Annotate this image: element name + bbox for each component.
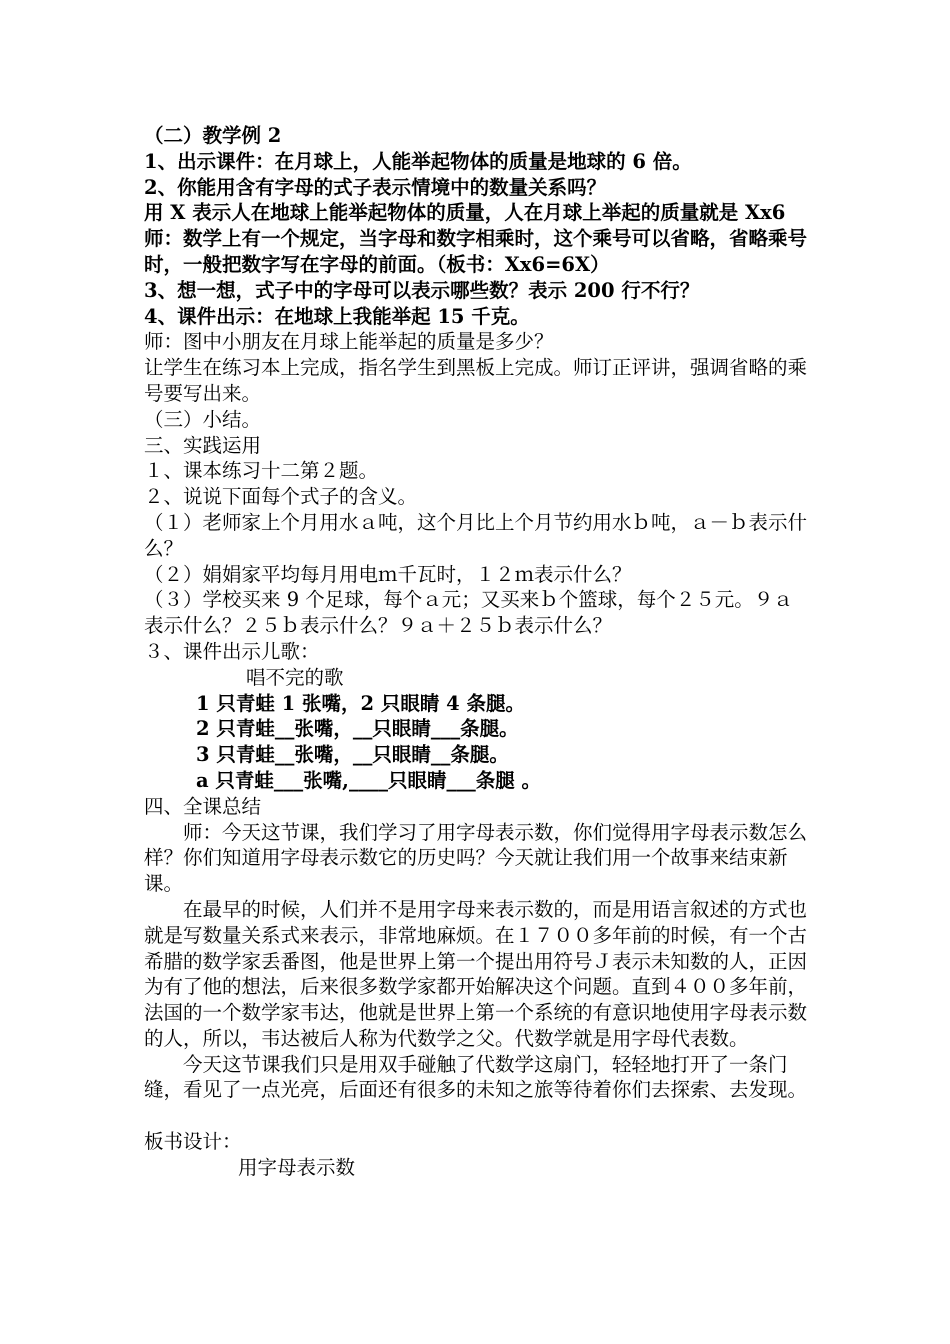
practice-item-3: ３、课件出示儿歌： xyxy=(144,639,320,663)
song-title: 唱不完的歌 xyxy=(246,665,344,689)
spacer xyxy=(144,1103,810,1129)
step-3: 3、想一想，式子中的字母可以表示哪些数？表示 200 行不行？ xyxy=(144,278,700,302)
paragraph-teacher-rule: 师：数学上有一个规定，当字母和数字相乘时，这个乘号可以省略，省略乘号时，一般把数字写在字母的前面。（板书：Xx6=6X） xyxy=(144,227,808,276)
step-4: 4、课件出示：在地球上我能举起 15 千克。 xyxy=(144,304,530,328)
song-line-2: 2 只青蛙__张嘴，__只眼睛___条腿。 xyxy=(196,717,519,741)
paragraph-conclusion-1: 师：今天这节课，我们学习了用字母表示数，你们觉得用字母表示数怎么样？你们知道用字母表示数它的历史吗？今天就让我们用一个故事来结束新课。 xyxy=(144,820,808,896)
section-heading-practice: 三、实践运用 xyxy=(144,433,262,457)
paragraph-history: 在最早的时候，人们并不是用字母来表示数的，而是用语言叙述的方式也就是写数量关系式来表示，非常地麻烦。在１７００多年前的时候，有一个古希腊的数学家丢番图，他是世界上第一个提出用符号Ｊ表示未知数的人，正因为有了他的想法，后来很多数学家都开始解决这个问题。直到４００多年前，法国的一个数学家韦达，他就是世界上第一个系统的有意识地使用字母表示数的人，所以，韦达被后人称为代数学之父。代数学就是用字母代表数。 xyxy=(144,897,808,1050)
song-line-4: a 只青蛙___张嘴,____只眼睛___条腿 。 xyxy=(196,768,542,792)
song-line-1: 1 只青蛙 1 张嘴，2 只眼睛 4 条腿。 xyxy=(196,691,526,715)
document-body xyxy=(144,123,810,1181)
teacher-question: 师：图中小朋友在月球上能举起的质量是多少？ xyxy=(144,330,554,354)
step-1: 1、出示课件：在月球上，人能举起物体的质量是地球的 6 倍。 xyxy=(144,149,692,173)
practice-sub-3: （３）学校买来 9 个足球，每个ａ元；又买来ｂ个篮球，每个２５元。９ａ表示什么？２５ｂ表示什么？９ａ＋２５ｂ表示什么？ xyxy=(144,588,793,638)
paragraph-practice: 让学生在练习本上完成，指名学生到黑板上完成。师订正评讲，强调省略的乘号要写出来。 xyxy=(144,356,808,405)
practice-item-1: １、课本练习十二第２题。 xyxy=(144,459,379,483)
song-line-3: 3 只青蛙__张嘴，__只眼睛__条腿。 xyxy=(196,743,509,767)
section-heading-summary: （三）小结。 xyxy=(144,407,262,431)
board-design-title: 用字母表示数 xyxy=(238,1155,356,1179)
paragraph-x-notation: 用 X 表示人在地球上能举起物体的质量，人在月球上举起的质量就是 Xx6 xyxy=(144,201,786,225)
step-2: 2、你能用含有字母的式子表示情境中的数量关系吗？ xyxy=(144,175,607,199)
section-heading-example-2: （二）教学例 2 xyxy=(144,124,282,147)
paragraph-closing: 今天这节课我们只是用双手碰触了代数学这扇门，轻轻地打开了一条门缝，看见了一点光亮，后面还有很多的未知之旅等待着你们去探索、去发现。 xyxy=(144,1052,808,1102)
practice-item-2: ２、说说下面每个式子的含义。 xyxy=(144,485,418,509)
practice-sub-2: （２）娟娟家平均每月用电ｍ千瓦时，１２ｍ表示什么？ xyxy=(144,562,632,586)
board-design-label: 板书设计： xyxy=(144,1130,242,1154)
section-heading-conclusion: 四、全课总结 xyxy=(144,794,262,818)
practice-sub-1: （１）老师家上个月用水ａ吨，这个月比上个月节约用水ｂ吨，ａ－ｂ表示什么？ xyxy=(144,510,808,560)
